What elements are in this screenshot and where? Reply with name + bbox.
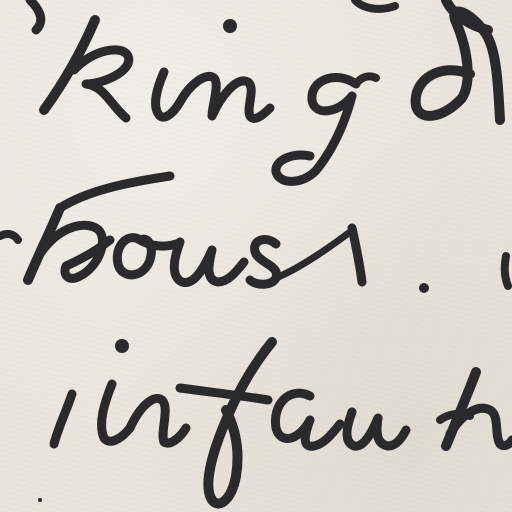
handwriting-line-1 — [44, 12, 500, 182]
handwriting-line-2 — [0, 176, 508, 293]
handwriting-line-3 — [54, 339, 512, 504]
top-partial-strokes — [30, 0, 488, 30]
